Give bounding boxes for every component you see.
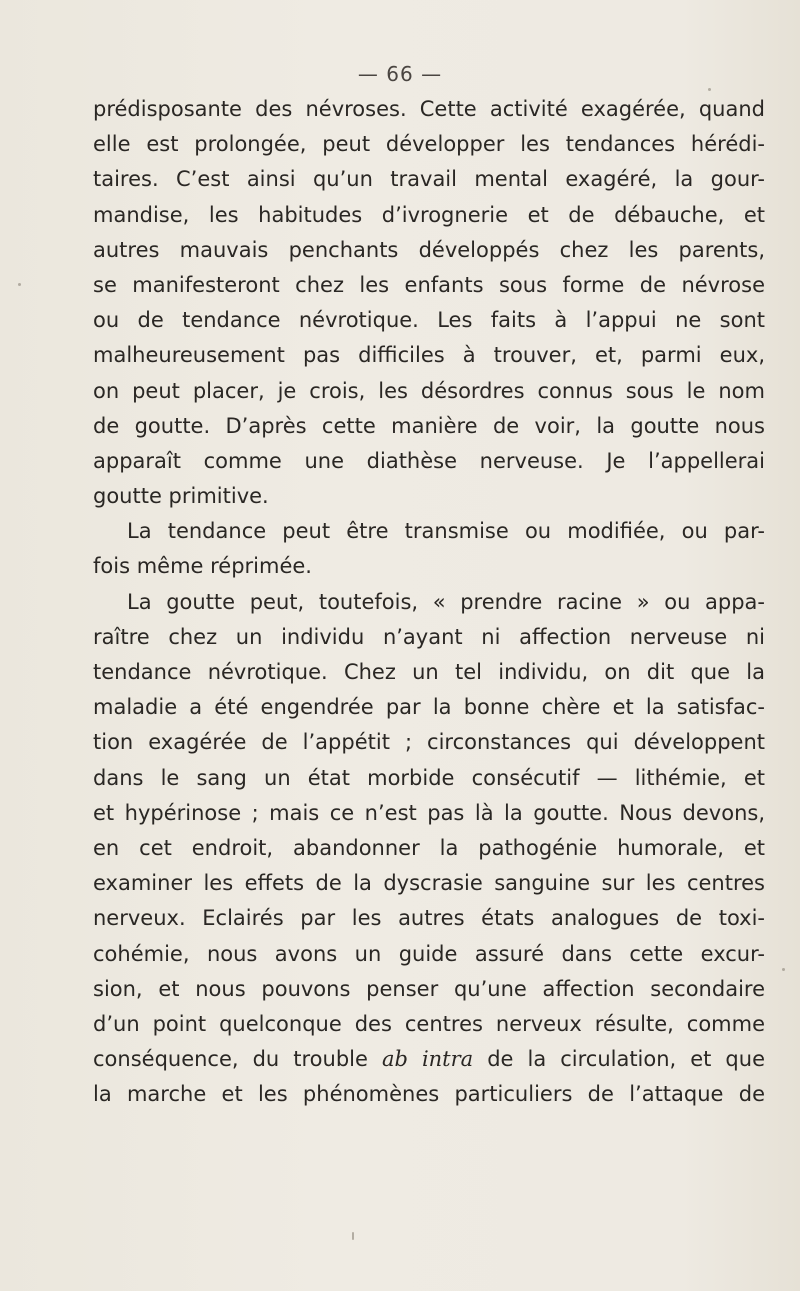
paper-speck <box>18 283 21 286</box>
text-line-content: mandise, les habitudes d’ivrognerie et de débauche, et <box>93 202 765 227</box>
text-line-continuation: de la circulation, et que <box>487 1047 765 1072</box>
text-line-content: tion exagérée de l’appétit ; circonstances qui développent <box>93 730 765 755</box>
text-line <box>93 549 765 584</box>
text-line-content: elle est prolongée, peut développer les tendances hérédi- <box>93 132 765 157</box>
text-line-content: autres mauvais penchants développés chez les parents, <box>93 237 765 262</box>
text-line <box>93 972 765 1007</box>
text-line <box>93 620 765 655</box>
text-line <box>93 690 765 725</box>
text-line-content: et hypérinose ; mais ce n’est pas là la goutte. Nous devons, <box>93 800 765 825</box>
text-line-content: fois même réprimée. <box>93 554 312 579</box>
text-line <box>93 338 765 373</box>
body-text <box>93 92 765 1112</box>
text-line-content: la marche et les phénomènes particuliers de l’attaque de <box>93 1082 765 1107</box>
text-line <box>93 937 765 972</box>
text-line <box>93 796 765 831</box>
text-line-content: se manifesteront chez les enfants sous forme de névrose <box>93 272 765 297</box>
text-line <box>93 268 765 303</box>
text-line-content: en cet endroit, abandonner la pathogénie humorale, et <box>93 835 765 860</box>
text-line-content: raître chez un individu n’ayant ni affection nerveuse ni <box>93 624 765 649</box>
text-line <box>93 409 765 444</box>
text-line-content: on peut placer, je crois, les désordres connus sous le nom <box>93 378 765 403</box>
text-line-content: goutte primitive. <box>93 484 269 509</box>
text-line <box>93 162 765 197</box>
text-line-content: nerveux. Eclairés par les autres états analogues de toxi- <box>93 906 765 931</box>
text-line <box>93 92 765 127</box>
text-line <box>93 479 765 514</box>
text-line <box>93 655 765 690</box>
text-line-content: sion, et nous pouvons penser qu’une affection secondaire <box>93 976 765 1001</box>
text-line <box>93 831 765 866</box>
text-line-content: d’un point quelconque des centres nerveux résulte, comme <box>93 1011 765 1036</box>
text-line <box>93 761 765 796</box>
text-line-content: La goutte peut, toutefois, « prendre racine » ou appa- <box>127 589 765 614</box>
text-line-content: tendance névrotique. Chez un tel individu, on dit que la <box>93 660 765 684</box>
text-line-content: de goutte. D’après cette manière de voir, la goutte nous <box>93 413 765 438</box>
text-line <box>93 374 765 409</box>
text-line <box>93 127 765 162</box>
text-line <box>93 725 765 760</box>
paper-speck <box>782 968 785 971</box>
text-line-content: apparaît comme une diathèse nerveuse. Je l’appellerai <box>93 448 765 473</box>
text-line <box>93 198 765 233</box>
text-line <box>93 233 765 268</box>
text-line-content: malheureusement pas difficiles à trouver, et, parmi eux, <box>93 343 765 368</box>
text-line-content: prédisposante des névroses. Cette activité exagérée, quand <box>93 97 765 121</box>
text-line <box>93 866 765 901</box>
text-line <box>93 1077 765 1112</box>
page-number: — 66 — <box>357 62 443 86</box>
text-line <box>93 303 765 338</box>
text-line <box>93 514 765 549</box>
text-line-content: cohémie, nous avons un guide assuré dans cette excur- <box>93 941 765 966</box>
text-line <box>93 1007 765 1042</box>
text-line-content: dans le sang un état morbide consécutif — lithémie, et <box>93 765 765 790</box>
text-line-content: conséquence, du trouble <box>93 1047 368 1072</box>
text-line-content: La tendance peut être transmise ou modifiée, ou par- <box>127 519 765 544</box>
text-line-content: ou de tendance névrotique. Les faits à l’appui ne sont <box>93 308 765 333</box>
text-line-content: examiner les effets de la dyscrasie sanguine sur les centres <box>93 871 765 896</box>
italic-phrase: ab intra <box>381 1047 474 1072</box>
text-line-content: maladie a été engendrée par la bonne chère et la satisfac- <box>93 695 765 720</box>
paper-speck <box>708 88 711 91</box>
text-line <box>93 444 765 479</box>
text-line <box>93 1042 765 1077</box>
text-line <box>93 901 765 936</box>
text-line <box>93 585 765 620</box>
text-line-content: taires. C’est ainsi qu’un travail mental exagéré, la gour- <box>93 167 765 192</box>
paper-speck <box>352 1232 354 1240</box>
